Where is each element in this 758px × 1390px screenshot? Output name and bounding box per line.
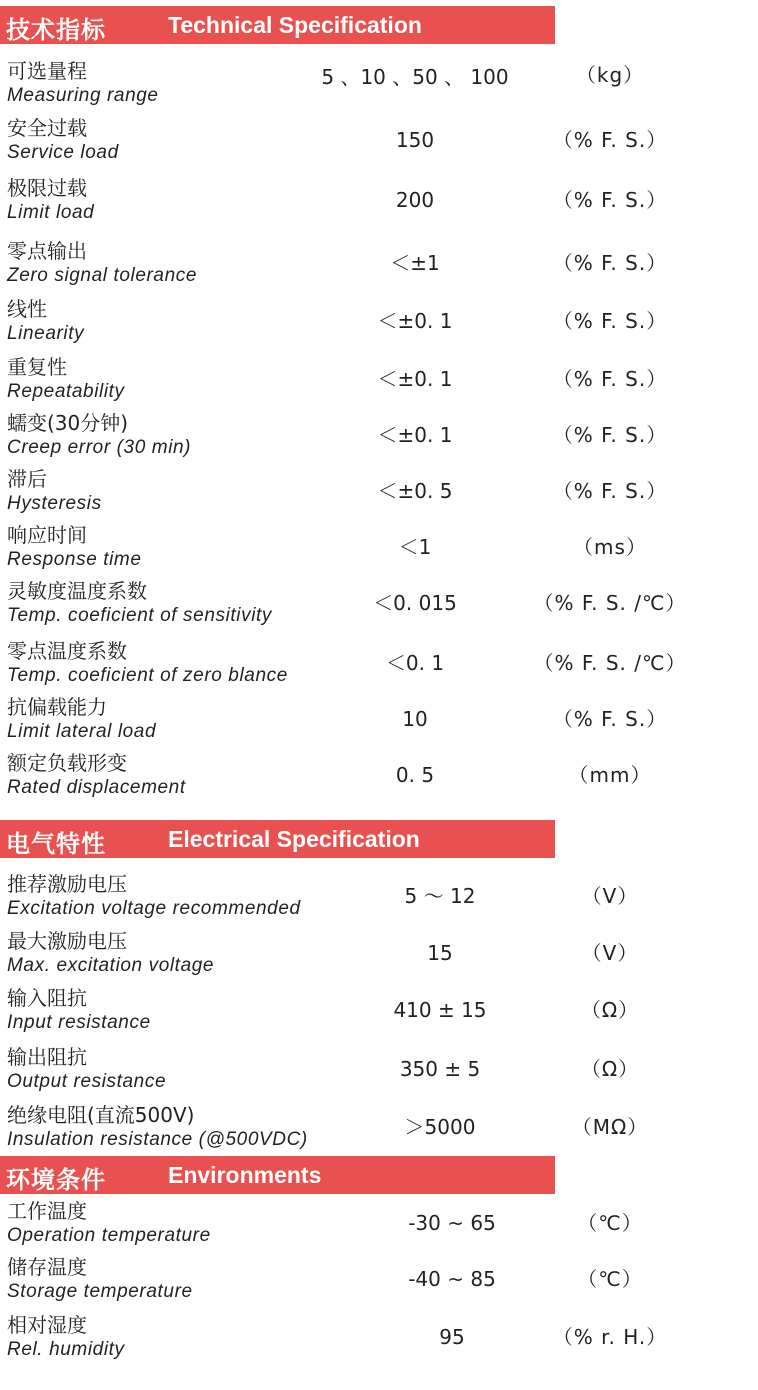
spec-label-zh: 输入阻抗 — [7, 986, 87, 1010]
spec-label-zh: 滞后 — [7, 467, 47, 491]
spec-value: 5 、10 、50 、 100 — [321, 65, 509, 89]
spec-row — [0, 694, 758, 750]
spec-unit: （% F. S. /℃） — [533, 591, 687, 615]
spec-label-en: Excitation voltage recommended — [7, 898, 301, 919]
spec-value: 200 — [395, 188, 435, 212]
spec-value: -30 ~ 65 — [408, 1211, 496, 1235]
spec-unit: （% F. S.） — [552, 367, 668, 391]
spec-row — [0, 296, 758, 352]
spec-unit: （% F. S.） — [552, 423, 668, 447]
spec-label-zh: 抗偏载能力 — [7, 695, 107, 719]
spec-value: -40 ~ 85 — [408, 1267, 496, 1291]
spec-unit: （Ω） — [580, 998, 640, 1022]
spec-label-en: Zero signal tolerance — [7, 265, 198, 286]
spec-label-zh: 蠕变(30分钟) — [7, 411, 129, 435]
spec-label-en: Measuring range — [7, 85, 159, 106]
spec-unit: （% F. S.） — [552, 479, 668, 503]
spec-row — [0, 985, 758, 1041]
spec-unit: （% F. S.） — [552, 188, 668, 212]
section-title-en: Technical Specification — [168, 12, 422, 38]
spec-value: 150 — [395, 128, 435, 152]
spec-unit: （% F. S.） — [552, 251, 668, 275]
spec-row — [0, 928, 758, 984]
spec-label-en: Creep error (30 min) — [7, 437, 192, 458]
spec-label-en: Limit lateral load — [7, 721, 157, 742]
spec-row — [0, 115, 758, 171]
spec-label-zh: 推荐激励电压 — [7, 872, 127, 896]
spec-value: ＜±0. 5 — [377, 479, 453, 503]
spec-unit: （% r. H.） — [552, 1325, 668, 1349]
spec-value: 0. 5 — [395, 763, 435, 787]
spec-label-zh: 相对湿度 — [7, 1313, 87, 1337]
spec-value: 350 ± 5 — [399, 1057, 481, 1081]
spec-label-zh: 线性 — [7, 297, 47, 321]
spec-unit: （kg） — [575, 63, 645, 87]
spec-unit: （ms） — [573, 535, 647, 559]
spec-unit: （MΩ） — [571, 1115, 649, 1139]
spec-value: ＜±1 — [390, 251, 440, 275]
spec-label-zh: 极限过载 — [7, 176, 87, 200]
spec-row — [0, 750, 758, 806]
spec-label-zh: 工作温度 — [7, 1199, 87, 1223]
spec-label-en: Repeatability — [7, 381, 125, 402]
spec-row — [0, 410, 758, 466]
spec-label-en: Service load — [7, 142, 119, 163]
spec-unit: （% F. S. /℃） — [533, 651, 687, 675]
spec-label-zh: 最大激励电压 — [7, 929, 127, 953]
spec-label-en: Storage temperature — [7, 1281, 193, 1302]
spec-label-en: Linearity — [7, 323, 85, 344]
spec-unit: （℃） — [577, 1211, 643, 1235]
spec-row — [0, 238, 758, 294]
spec-row — [0, 1312, 758, 1368]
spec-label-zh: 绝缘电阻(直流500V) — [7, 1103, 195, 1127]
spec-label-zh: 额定负载形变 — [7, 751, 127, 775]
spec-value: ＞5000 — [404, 1115, 476, 1139]
spec-value: 410 ± 15 — [393, 998, 487, 1022]
section-header-environment — [0, 1156, 555, 1194]
spec-row — [0, 58, 758, 114]
spec-value: ＜0. 1 — [385, 651, 445, 675]
spec-value: 15 — [427, 941, 453, 965]
spec-label-zh: 输出阻抗 — [7, 1045, 87, 1069]
spec-row — [0, 175, 758, 231]
section-title-en: Environments — [168, 1162, 322, 1188]
spec-unit: （V） — [581, 884, 639, 908]
spec-label-zh: 安全过载 — [7, 116, 87, 140]
section-header-electrical — [0, 820, 555, 858]
section-title-en: Electrical Specification — [168, 826, 420, 852]
spec-row — [0, 354, 758, 410]
spec-label-en: Insulation resistance (@500VDC) — [7, 1129, 308, 1150]
spec-unit: （mm） — [568, 763, 652, 787]
spec-row — [0, 1254, 758, 1310]
spec-label-en: Max. excitation voltage — [7, 955, 215, 976]
spec-row — [0, 522, 758, 578]
section-header-technical — [0, 6, 555, 44]
section-title-zh: 电气特性 — [6, 830, 106, 858]
spec-value: ＜±0. 1 — [377, 309, 453, 333]
spec-unit: （V） — [581, 941, 639, 965]
spec-value: 95 — [439, 1325, 465, 1349]
spec-label-zh: 灵敏度温度系数 — [7, 579, 147, 603]
spec-unit: （% F. S.） — [552, 128, 668, 152]
spec-label-zh: 零点输出 — [7, 239, 87, 263]
spec-value: 5 ～ 12 — [404, 884, 476, 908]
spec-label-en: Hysteresis — [7, 493, 102, 514]
spec-label-en: Temp. coeficient of sensitivity — [7, 605, 273, 626]
spec-value: ＜0. 015 — [373, 591, 457, 615]
spec-value: ＜±0. 1 — [377, 367, 453, 391]
spec-row — [0, 466, 758, 522]
spec-unit: （% F. S.） — [552, 707, 668, 731]
spec-label-en: Rel. humidity — [7, 1339, 125, 1360]
spec-label-en: Input resistance — [7, 1012, 151, 1033]
spec-label-en: Output resistance — [7, 1071, 167, 1092]
section-title-zh: 环境条件 — [6, 1166, 106, 1194]
spec-row — [0, 1102, 758, 1158]
spec-row — [0, 578, 758, 634]
spec-label-en: Response time — [7, 549, 142, 570]
spec-unit: （Ω） — [580, 1057, 640, 1081]
spec-label-en: Rated displacement — [7, 777, 186, 798]
spec-value: ＜1 — [398, 535, 432, 559]
spec-label-zh: 重复性 — [7, 355, 67, 379]
spec-label-zh: 可选量程 — [7, 59, 87, 83]
spec-label-en: Operation temperature — [7, 1225, 211, 1246]
spec-label-en: Limit load — [7, 202, 95, 223]
spec-label-en: Temp. coeficient of zero blance — [7, 665, 288, 686]
spec-label-zh: 储存温度 — [7, 1255, 87, 1279]
spec-row — [0, 638, 758, 694]
spec-unit: （% F. S.） — [552, 309, 668, 333]
section-title-zh: 技术指标 — [6, 16, 106, 44]
spec-value: ＜±0. 1 — [377, 423, 453, 447]
spec-row — [0, 1044, 758, 1100]
spec-label-zh: 响应时间 — [7, 523, 87, 547]
spec-row — [0, 1198, 758, 1254]
spec-label-zh: 零点温度系数 — [7, 639, 127, 663]
spec-unit: （℃） — [577, 1267, 643, 1291]
spec-value: 10 — [402, 707, 428, 731]
spec-row — [0, 871, 758, 927]
